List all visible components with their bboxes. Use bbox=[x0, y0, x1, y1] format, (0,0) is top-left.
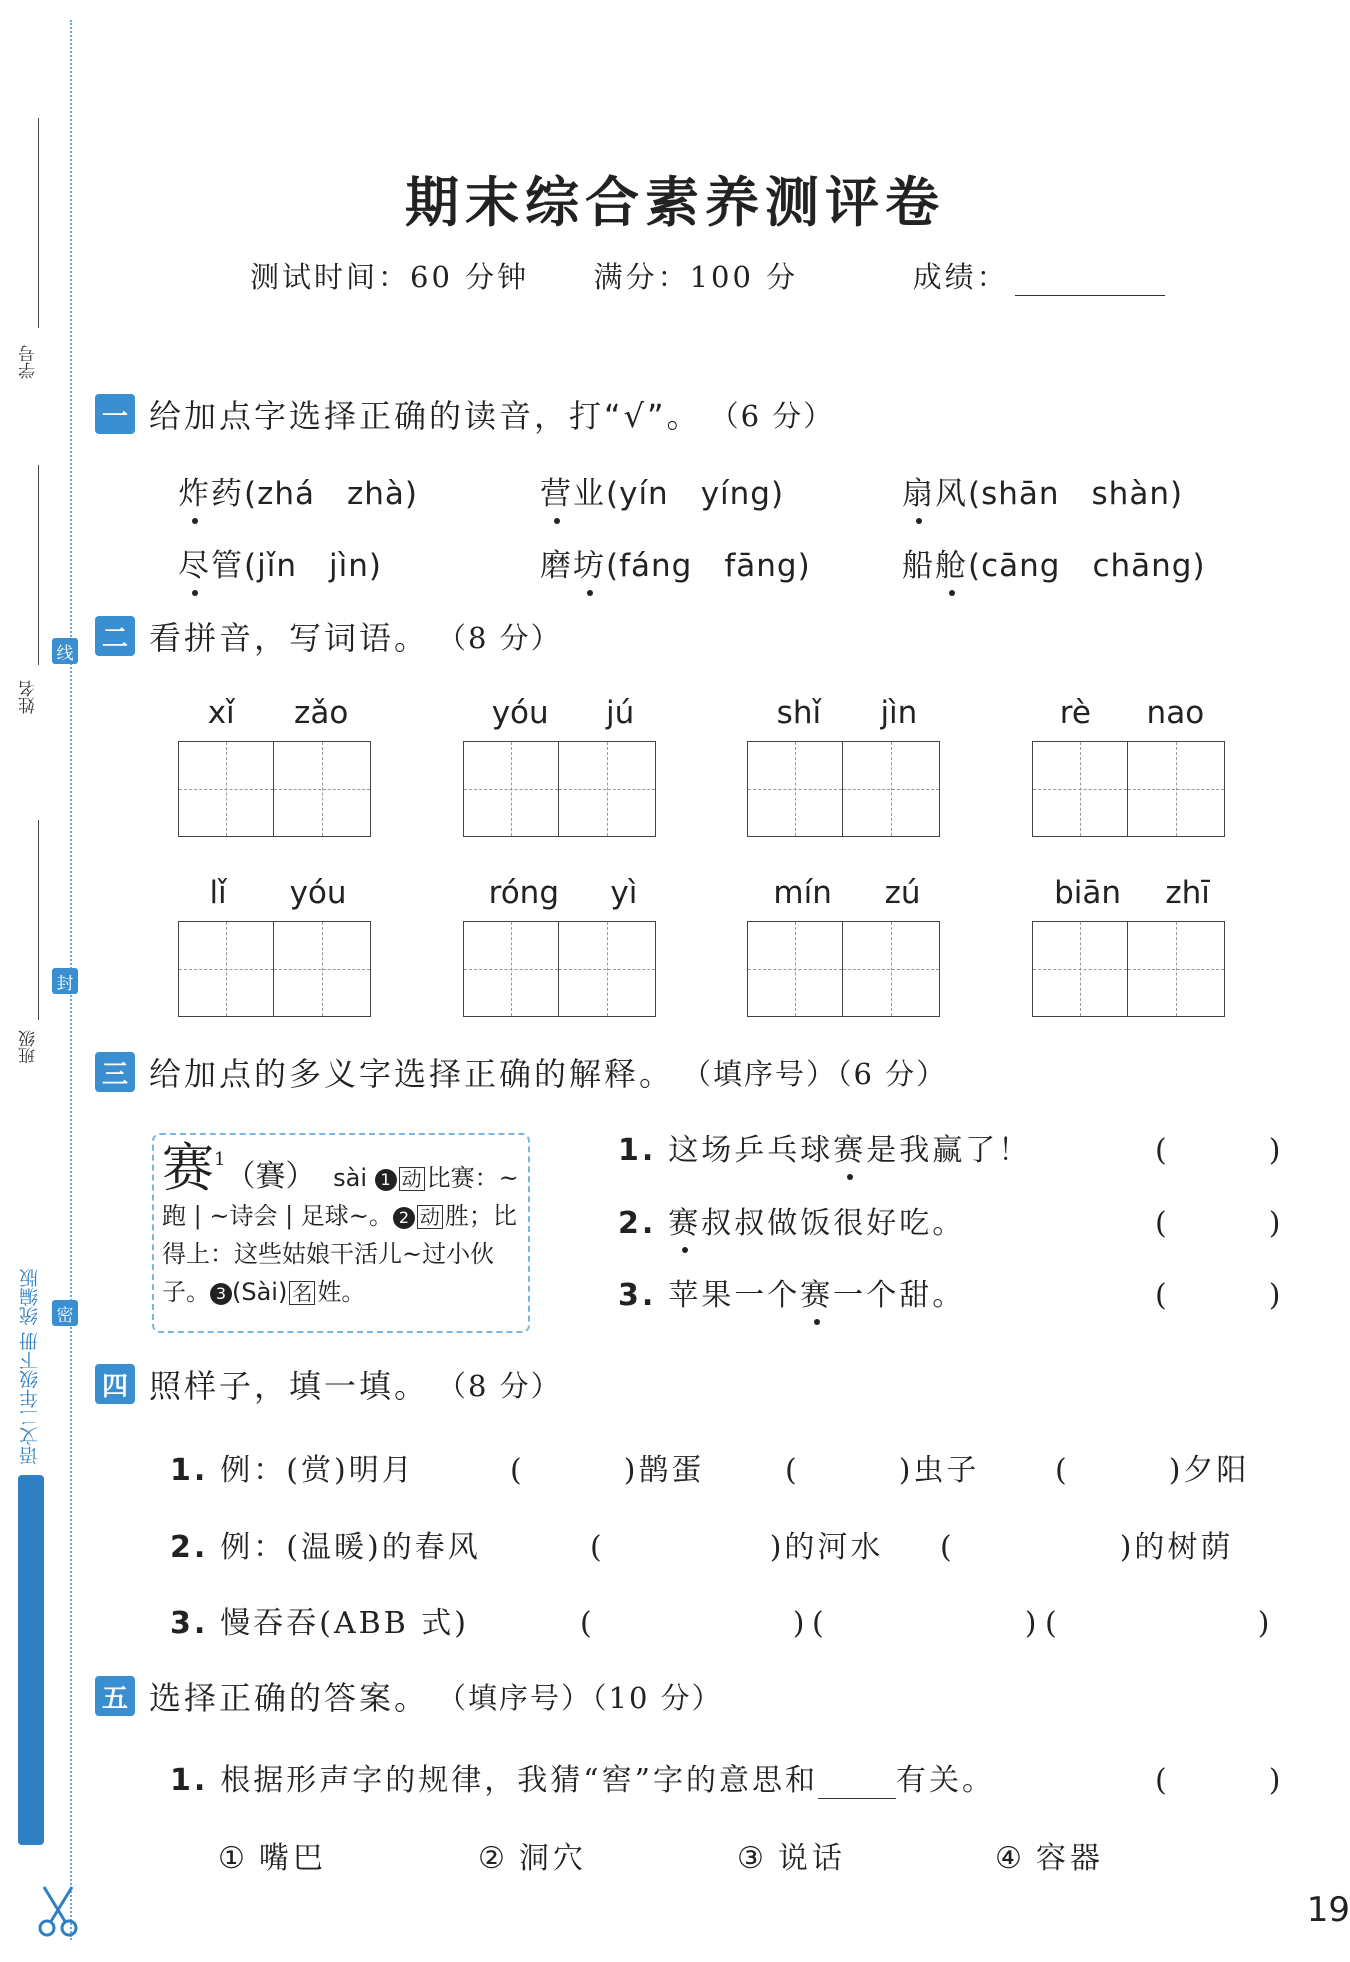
pinyin-row bbox=[1032, 695, 1232, 735]
class-label: 班级 bbox=[19, 1030, 39, 1064]
dict-def-3: (Sài) bbox=[232, 1278, 288, 1306]
pinyin-syllable: nao bbox=[1146, 695, 1205, 731]
s4-q2-blank-a[interactable]: ( )的河水 bbox=[590, 1530, 884, 1565]
question-number: 1. bbox=[170, 1763, 209, 1798]
word-writing-block bbox=[747, 695, 947, 837]
pronunciation-item[interactable] bbox=[902, 540, 1206, 585]
question-number: 1. bbox=[170, 1453, 209, 1488]
fill-blank[interactable] bbox=[818, 1770, 896, 1799]
section-score: （8 分） bbox=[437, 1368, 562, 1403]
pinyin-options[interactable]: (cāng chāng) bbox=[968, 548, 1206, 584]
question-text: 苹果一个 bbox=[668, 1278, 801, 1313]
question-text: 根据形声字的规律，我猜“窖”字的意思和 bbox=[220, 1763, 818, 1798]
option-number: ④ bbox=[995, 1841, 1026, 1876]
dict-def-1: 比赛：~跑 | ~诗会 | 足球~。 bbox=[162, 1164, 519, 1230]
section-title: 看拼音，写词语。 bbox=[149, 619, 430, 657]
section-score: （填序号）（6 分） bbox=[682, 1056, 948, 1091]
page-number: 19 bbox=[1306, 1890, 1350, 1930]
word-writing-block bbox=[747, 875, 947, 1017]
s5-q1 bbox=[170, 1755, 995, 1799]
class-blank[interactable] bbox=[38, 820, 39, 1020]
dict-char: 赛 bbox=[162, 1139, 215, 1199]
name-blank[interactable] bbox=[38, 465, 39, 665]
tianzige-cell[interactable] bbox=[463, 921, 559, 1017]
tianzige-grid bbox=[178, 741, 378, 837]
dict-pinyin: sài bbox=[333, 1164, 367, 1192]
dotted-char: 扇 bbox=[902, 476, 935, 512]
score-blank[interactable] bbox=[1015, 265, 1165, 296]
tianzige-grid bbox=[463, 921, 663, 1017]
tianzige-cell[interactable] bbox=[843, 741, 940, 837]
tianzige-cell[interactable] bbox=[463, 741, 559, 837]
dict-num-3: 3 bbox=[210, 1283, 232, 1305]
question-number: 3. bbox=[618, 1278, 657, 1313]
pinyin-options[interactable]: (jǐn jìn) bbox=[244, 548, 382, 584]
answer-paren[interactable]: ( ) bbox=[1155, 1206, 1284, 1241]
question-text: 这场乒乓球 bbox=[668, 1133, 834, 1168]
option-text: 嘴巴 bbox=[258, 1841, 327, 1876]
page-title: 期末综合素养测评卷 bbox=[405, 170, 945, 234]
option-number: ③ bbox=[737, 1841, 768, 1876]
example: 慢吞吞(ABB 式) bbox=[220, 1606, 469, 1641]
section-title: 给加点字选择正确的读音，打“√”。 bbox=[149, 397, 702, 435]
s4-q1-blank-a[interactable]: ( )鹊蛋 bbox=[510, 1453, 705, 1488]
pronunciation-item[interactable] bbox=[902, 468, 1183, 513]
dotted-char: 炸 bbox=[178, 476, 211, 512]
tianzige-grid bbox=[1032, 921, 1232, 1017]
pinyin-row bbox=[178, 695, 378, 735]
pronunciation-item[interactable] bbox=[178, 540, 382, 585]
section-5-heading bbox=[95, 1672, 723, 1720]
meaning-question bbox=[618, 1270, 965, 1314]
dotted-char: 赛 bbox=[833, 1133, 867, 1168]
dict-tag-2: 动 bbox=[417, 1205, 443, 1229]
answer-option[interactable] bbox=[218, 1833, 327, 1877]
question-number: 2. bbox=[618, 1206, 657, 1241]
answer-option[interactable] bbox=[737, 1833, 846, 1877]
s4-q2-blank-b[interactable]: ( )的树荫 bbox=[940, 1530, 1234, 1565]
section-title: 照样子，填一填。 bbox=[149, 1367, 430, 1405]
question-text-end: 是我赢了！ bbox=[866, 1133, 1032, 1168]
word-writing-block bbox=[1032, 695, 1232, 837]
pinyin-syllable: jìn bbox=[880, 695, 918, 731]
pinyin-syllable: shǐ bbox=[776, 695, 822, 731]
answer-paren[interactable]: ( ) bbox=[1155, 1278, 1284, 1313]
question-text-end: 一个甜。 bbox=[833, 1278, 966, 1313]
example: 例：(温暖)的春风 bbox=[220, 1530, 481, 1565]
pronunciation-item[interactable] bbox=[540, 468, 784, 513]
pinyin-syllable: yì bbox=[610, 875, 638, 911]
option-text: 容器 bbox=[1035, 1841, 1104, 1876]
cut-tag-secret: 密 bbox=[52, 1300, 78, 1326]
pinyin-syllable: jú bbox=[606, 695, 635, 731]
tianzige-cell[interactable] bbox=[1032, 921, 1128, 1017]
section-title: 选择正确的答案。 bbox=[149, 1679, 430, 1717]
student-number-label: 学号 bbox=[19, 345, 39, 379]
cut-tag-line: 线 bbox=[52, 638, 78, 664]
example: 例：(赏)明月 bbox=[220, 1453, 415, 1488]
tianzige-cell[interactable] bbox=[178, 921, 274, 1017]
full-score-info: 满分：100 分 bbox=[593, 260, 799, 294]
dotted-char: 舱 bbox=[935, 548, 968, 584]
name-label: 姓名 bbox=[19, 680, 39, 714]
section-score: （8 分） bbox=[437, 620, 562, 655]
tianzige-cell[interactable] bbox=[559, 921, 656, 1017]
dict-def-3b: 姓。 bbox=[317, 1278, 366, 1306]
word-pre: 船 bbox=[902, 548, 935, 584]
word-writing-block bbox=[1032, 875, 1232, 1017]
dict-num-2: 2 bbox=[393, 1207, 415, 1229]
tianzige-grid bbox=[1032, 741, 1232, 837]
pinyin-row bbox=[463, 875, 663, 915]
word-post: 药 bbox=[211, 476, 244, 512]
pinyin-options[interactable]: (fáng fāng) bbox=[606, 548, 811, 584]
pinyin-syllable: róng bbox=[488, 875, 560, 911]
word-post: 风 bbox=[935, 476, 968, 512]
section-badge: 二 bbox=[95, 616, 135, 656]
tianzige-cell[interactable] bbox=[1128, 741, 1225, 837]
meaning-question bbox=[618, 1198, 965, 1242]
tianzige-cell[interactable] bbox=[178, 741, 274, 837]
section-badge: 一 bbox=[95, 394, 135, 434]
tianzige-grid bbox=[747, 921, 947, 1017]
meta-line bbox=[250, 255, 1165, 296]
pinyin-syllable: yóu bbox=[491, 695, 549, 731]
word-post: 管 bbox=[211, 548, 244, 584]
dict-tag-3: 名 bbox=[289, 1281, 315, 1305]
word-writing-block bbox=[463, 875, 663, 1017]
answer-option[interactable] bbox=[478, 1833, 587, 1877]
tianzige-cell[interactable] bbox=[274, 741, 371, 837]
dict-num-1: 1 bbox=[375, 1169, 397, 1191]
answer-paren[interactable]: ( ) bbox=[1155, 1133, 1284, 1168]
s5-q1-answer[interactable]: ( ) bbox=[1155, 1763, 1284, 1798]
tianzige-grid bbox=[178, 921, 378, 1017]
score-label: 成绩： bbox=[912, 260, 1009, 294]
dotted-char: 赛 bbox=[800, 1278, 834, 1313]
word-pre: 磨 bbox=[540, 548, 573, 584]
pinyin-syllable: zǎo bbox=[294, 695, 349, 731]
section-title: 给加点的多义字选择正确的解释。 bbox=[149, 1055, 675, 1093]
section-3-heading bbox=[95, 1048, 947, 1096]
tianzige-cell[interactable] bbox=[1128, 921, 1225, 1017]
option-text: 说话 bbox=[777, 1841, 846, 1876]
s4-q2 bbox=[170, 1522, 481, 1566]
pinyin-options[interactable]: (yín yíng) bbox=[606, 476, 785, 512]
pinyin-row bbox=[747, 695, 947, 735]
grade-label: 语文二年级下册 统编版 bbox=[19, 1268, 41, 1465]
s4-q3-blank-b[interactable]: ( ) bbox=[812, 1606, 1040, 1641]
word-post: 业 bbox=[573, 476, 606, 512]
word-writing-block bbox=[178, 695, 378, 837]
cut-tag-seal: 封 bbox=[52, 968, 78, 994]
question-number: 3. bbox=[170, 1606, 209, 1641]
pinyin-row bbox=[463, 695, 663, 735]
option-number: ① bbox=[218, 1841, 249, 1876]
tianzige-grid bbox=[747, 741, 947, 837]
word-writing-block bbox=[463, 695, 663, 837]
s4-q3-blank-a[interactable]: ( ) bbox=[580, 1606, 808, 1641]
question-number: 2. bbox=[170, 1530, 209, 1565]
pinyin-options[interactable]: (zhá zhà) bbox=[244, 476, 419, 512]
section-badge: 四 bbox=[95, 1364, 135, 1404]
pinyin-syllable: mín bbox=[773, 875, 832, 911]
dict-trad: （賽） bbox=[225, 1159, 316, 1194]
dict-sup: 1 bbox=[214, 1149, 226, 1170]
s4-q1-blank-b[interactable]: ( )虫子 bbox=[785, 1453, 980, 1488]
time-info: 测试时间：60 分钟 bbox=[250, 260, 530, 294]
option-text: 洞穴 bbox=[518, 1841, 587, 1876]
answer-option[interactable] bbox=[995, 1833, 1104, 1877]
pinyin-syllable: biān bbox=[1054, 875, 1122, 911]
tianzige-cell[interactable] bbox=[747, 921, 843, 1017]
section-score: （填序号）（10 分） bbox=[437, 1680, 723, 1715]
s4-q1 bbox=[170, 1445, 415, 1489]
section-badge: 三 bbox=[95, 1052, 135, 1092]
pinyin-row bbox=[1032, 875, 1232, 915]
dict-def-2: 胜；比得上：这些姑娘干活儿~过小伙子。 bbox=[162, 1202, 517, 1306]
pinyin-syllable: xǐ bbox=[207, 695, 235, 731]
pinyin-row bbox=[178, 875, 378, 915]
word-writing-block bbox=[178, 875, 378, 1017]
tianzige-cell[interactable] bbox=[1032, 741, 1128, 837]
dict-tag-1: 动 bbox=[399, 1167, 425, 1191]
tianzige-cell[interactable] bbox=[559, 741, 656, 837]
scissors-icon bbox=[34, 1885, 82, 1937]
dotted-char: 赛 bbox=[668, 1206, 702, 1241]
pinyin-syllable: zhī bbox=[1165, 875, 1210, 911]
dotted-char: 营 bbox=[540, 476, 573, 512]
pinyin-syllable: lǐ bbox=[209, 875, 227, 911]
s4-q3 bbox=[170, 1598, 469, 1642]
tianzige-grid bbox=[463, 741, 663, 837]
s4-q3-blank-c[interactable]: ( ) bbox=[1045, 1606, 1273, 1641]
dotted-char: 尽 bbox=[178, 548, 211, 584]
section-2-heading bbox=[95, 612, 562, 660]
pinyin-row bbox=[747, 875, 947, 915]
s4-q1-blank-c[interactable]: ( )夕阳 bbox=[1055, 1453, 1250, 1488]
pinyin-syllable: rè bbox=[1059, 695, 1091, 731]
pinyin-syllable: zú bbox=[884, 875, 921, 911]
question-text-end: 叔叔做饭很好吃。 bbox=[701, 1206, 966, 1241]
pinyin-options[interactable]: (shān shàn) bbox=[968, 476, 1184, 512]
dotted-char: 坊 bbox=[573, 548, 606, 584]
section-badge: 五 bbox=[95, 1676, 135, 1716]
series-bar bbox=[18, 1475, 44, 1845]
tianzige-cell[interactable] bbox=[843, 921, 940, 1017]
meaning-question bbox=[618, 1125, 1031, 1169]
pinyin-syllable: yóu bbox=[289, 875, 347, 911]
question-number: 1. bbox=[618, 1133, 657, 1168]
section-score: （6 分） bbox=[709, 398, 835, 433]
option-number: ② bbox=[478, 1841, 509, 1876]
dictionary-entry bbox=[152, 1133, 530, 1333]
pronunciation-item[interactable] bbox=[178, 468, 418, 513]
tianzige-cell[interactable] bbox=[747, 741, 843, 837]
pronunciation-item[interactable] bbox=[540, 540, 811, 585]
section-1-heading bbox=[95, 390, 834, 438]
tianzige-cell[interactable] bbox=[274, 921, 371, 1017]
section-4-heading bbox=[95, 1360, 562, 1408]
question-text-end: 有关。 bbox=[895, 1763, 995, 1798]
